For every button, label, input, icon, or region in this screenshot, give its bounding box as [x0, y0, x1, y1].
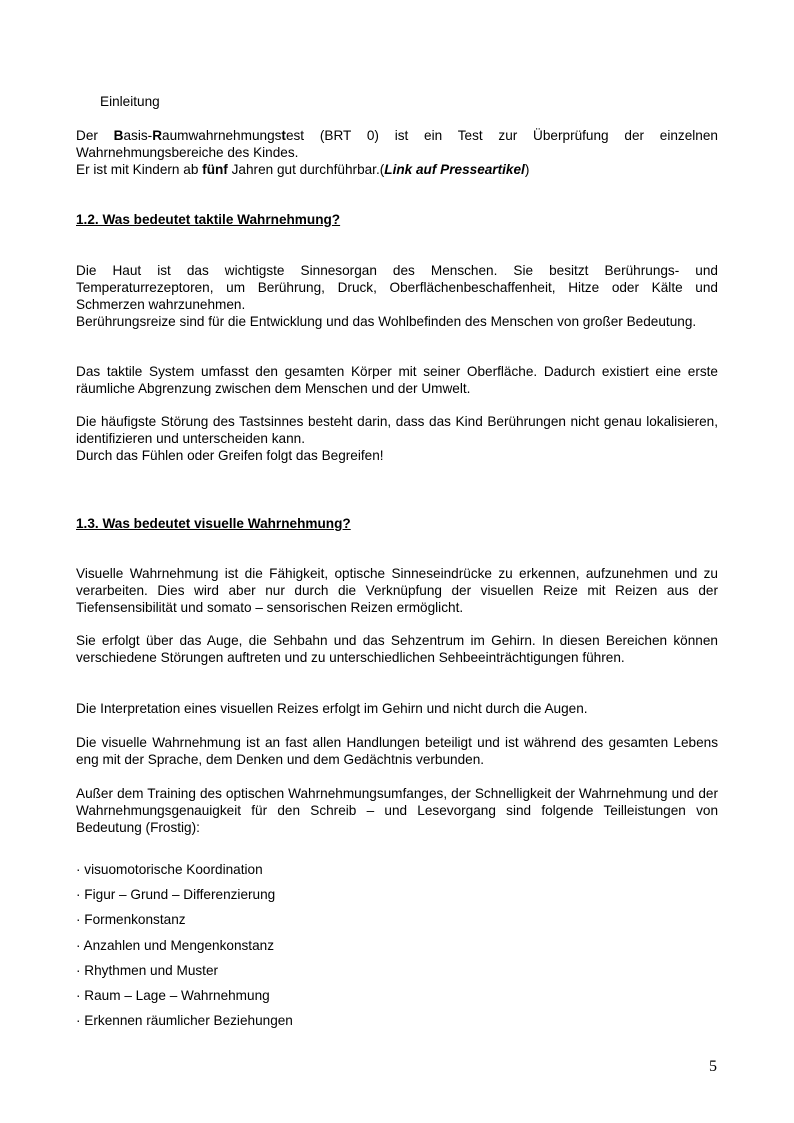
list-item: · Figur – Grund – Differenzierung	[76, 887, 276, 902]
visual-paragraph-1: Visuelle Wahrnehmung ist die Fähigkeit, optische Sinneseindrücke zu erkennen, aufzunehmen und zu verarbeiten. Dies wird aber nur durch die Verknüpfung der visuellen Reize mit Reizen aus der Tiefensensibilität und somato – sensorischen Reizen ermöglicht.	[76, 566, 718, 615]
tactile-paragraph-5: Durch das Fühlen oder Greifen folgt das Begreifen!	[76, 448, 384, 463]
visual-paragraph-3: Die Interpretation eines visuellen Reizes erfolgt im Gehirn und nicht durch die Augen.	[76, 701, 588, 716]
list-item: · Rhythmen und Muster	[76, 963, 219, 978]
list-item: · visuomotorische Koordination	[76, 862, 263, 877]
visual-paragraph-2: Sie erfolgt über das Auge, die Sehbahn und das Sehzentrum im Gehirn. In diesen Bereichen können verschiedene Störungen auftreten und zu unterschiedlichen Sehbeeinträchtigungen führen.	[76, 633, 718, 665]
intro-title: Einleitung	[100, 94, 160, 109]
tactile-paragraph-4: Die häufigste Störung des Tastsinnes besteht darin, dass das Kind Berührungen nicht genau lokalisieren, identifizieren und unterscheiden kann.	[76, 414, 718, 446]
intro-paragraph-1: Der Basis-Raumwahrnehmungstest (BRT 0) ist ein Test zur Überprüfung der einzelnen Wahrnehmungsbereiche des Kindes.	[76, 128, 718, 160]
list-item: · Erkennen räumlicher Beziehungen	[76, 1013, 293, 1028]
tactile-paragraph-1: Die Haut ist das wichtigste Sinnesorgan des Menschen. Sie besitzt Berührungs- und Temperaturrezeptoren, um Berührung, Druck, Oberflächenbeschaffenheit, Hitze oder Kälte und Schmerzen wahrzunehmen.	[76, 263, 718, 312]
press-article-link[interactable]: Link auf Presseartikel	[384, 162, 525, 177]
list-item: · Raum – Lage – Wahrnehmung	[76, 988, 270, 1003]
section-heading-visual: 1.3. Was bedeutet visuelle Wahrnehmung?	[76, 516, 351, 531]
tactile-paragraph-3: Das taktile System umfasst den gesamten Körper mit seiner Oberfläche. Dadurch existiert eine erste räumliche Abgrenzung zwischen dem Menschen und der Umwelt.	[76, 364, 718, 396]
intro-paragraph-2: Er ist mit Kindern ab fünf Jahren gut durchführbar.(Link auf Presseartikel)	[76, 162, 530, 177]
list-item: · Anzahlen und Mengenkonstanz	[76, 938, 275, 953]
visual-paragraph-5: Außer dem Training des optischen Wahrnehmungsumfanges, der Schnelligkeit der Wahrnehmung und der Wahrnehmungsgenauigkeit für den Schreib – und Lesevorgang sind folgende Teilleistungen von Bedeutung (Frostig):	[76, 786, 718, 835]
section-heading-tactile: 1.2. Was bedeutet taktile Wahrnehmung?	[76, 212, 341, 227]
page-number: 5	[709, 1058, 717, 1075]
tactile-paragraph-2: Berührungsreize sind für die Entwicklung und das Wohlbefinden des Menschen von großer Bedeutung.	[76, 314, 697, 329]
list-item: · Formenkonstanz	[76, 912, 186, 927]
visual-paragraph-4: Die visuelle Wahrnehmung ist an fast allen Handlungen beteiligt und ist während des gesamten Lebens eng mit der Sprache, dem Denken und dem Gedächtnis verbunden.	[76, 735, 718, 767]
